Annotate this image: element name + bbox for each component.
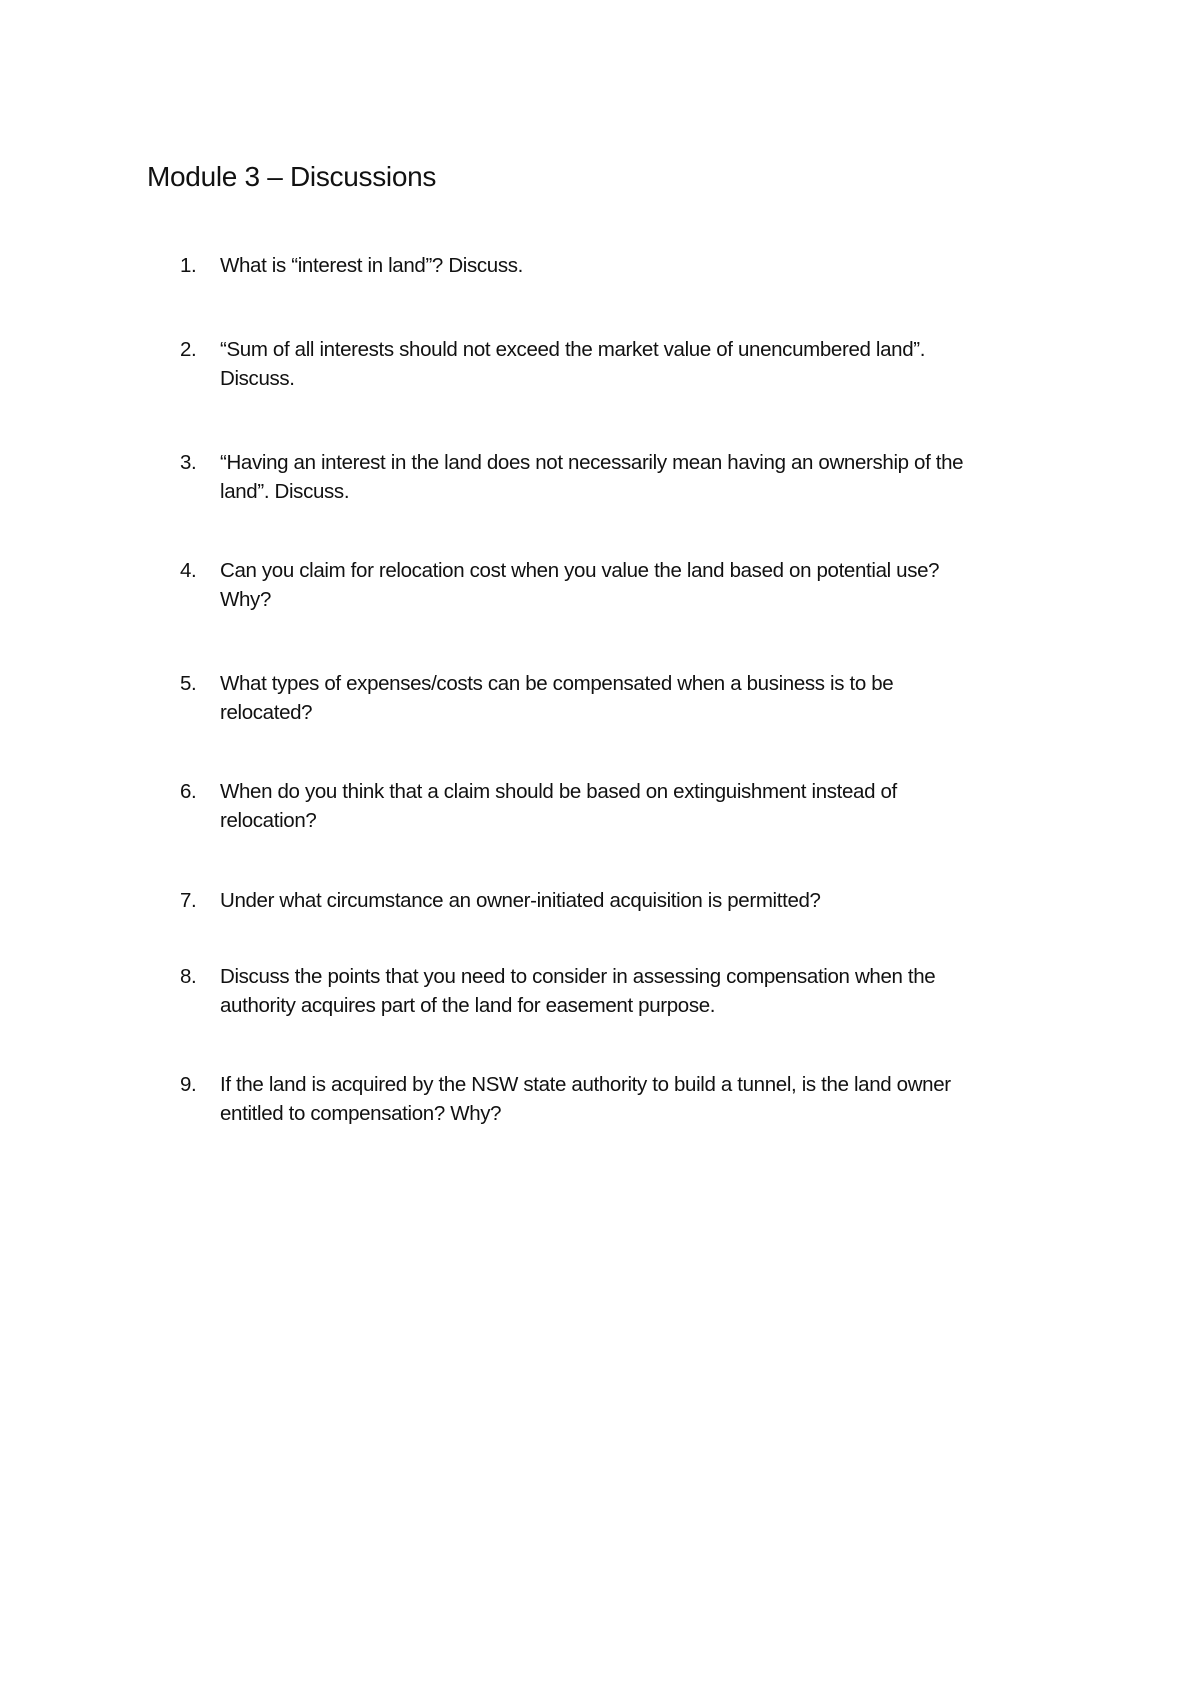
question-text: Can you claim for relocation cost when you value the land based on potential use? Why? (220, 559, 940, 611)
question-text: “Sum of all interests should not exceed the market value of unencumbered land”. Discuss. (220, 338, 926, 390)
question-number: 9. (180, 1073, 197, 1096)
question-item-5 (180, 669, 1080, 727)
question-number: 6. (180, 780, 197, 803)
question-number: 8. (180, 965, 197, 988)
question-text: When do you think that a claim should be based on extinguishment instead of relocation? (220, 780, 897, 832)
question-item-3 (180, 448, 1080, 506)
question-text: If the land is acquired by the NSW state authority to build a tunnel, is the land owner entitled to compensation? Why? (220, 1073, 951, 1125)
question-item-7 (180, 886, 1080, 915)
question-text: Discuss the points that you need to consider in assessing compensation when the authority acquires part of the land for easement purpose. (220, 965, 936, 1017)
question-item-2 (180, 335, 1080, 393)
question-item-6 (180, 777, 1080, 835)
question-number: 3. (180, 451, 197, 474)
question-item-8 (180, 962, 1080, 1020)
question-item-4 (180, 556, 1080, 614)
question-text: What types of expenses/costs can be compensated when a business is to be relocated? (220, 672, 894, 724)
question-number: 5. (180, 672, 197, 695)
question-number: 4. (180, 559, 197, 582)
question-text: “Having an interest in the land does not necessarily mean having an ownership of the land”. Discuss. (220, 451, 964, 503)
question-item-9 (180, 1070, 1080, 1128)
question-text: Under what circumstance an owner-initiated acquisition is permitted? (220, 889, 821, 912)
question-item-1 (180, 251, 1080, 280)
question-number: 2. (180, 338, 197, 361)
page-title: Module 3 – Discussions (147, 161, 437, 192)
question-number: 7. (180, 889, 197, 912)
question-text: What is “interest in land”? Discuss. (220, 254, 523, 277)
question-number: 1. (180, 254, 197, 277)
